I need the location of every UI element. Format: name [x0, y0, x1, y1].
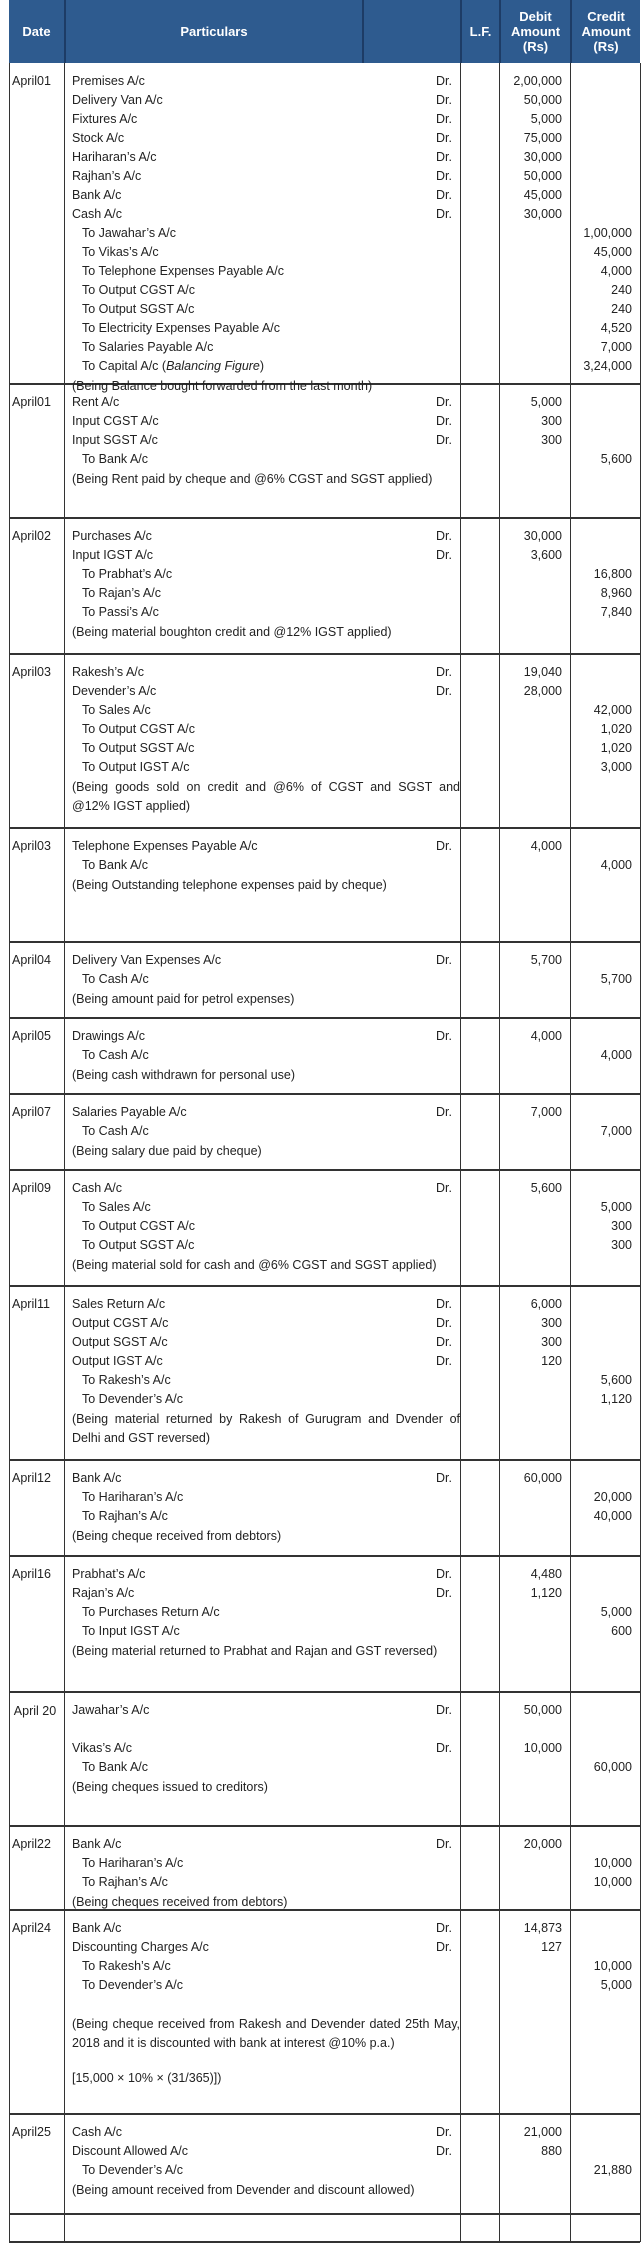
credit-account: To Vikas’s A/c: [82, 245, 159, 259]
debit-amount: 5,000: [530, 112, 562, 126]
credit-account: To Bank A/c: [82, 858, 149, 872]
entry-date: April05: [12, 1029, 51, 1043]
narration: (Being cheques received from debtors): [72, 1895, 288, 1909]
debit-account: Output IGST A/c: [72, 1354, 163, 1368]
credit-amount: 10,000: [593, 1856, 632, 1870]
credit-account: To Passi’s A/c: [82, 605, 159, 619]
narration: (Being Outstanding telephone expenses paid by cheque): [72, 878, 387, 892]
debit-account: Cash A/c: [72, 1181, 123, 1195]
debit-amount: 50,000: [523, 93, 562, 107]
credit-amount: 10,000: [593, 1875, 632, 1889]
debit-amount: 28,000: [523, 684, 562, 698]
dr-label: Dr.: [436, 1567, 452, 1581]
dr-label: Dr.: [436, 433, 452, 447]
header-debit: Debit Amount (Rs): [501, 0, 570, 63]
credit-amount: 7,000: [600, 340, 632, 354]
dr-label: Dr.: [436, 93, 452, 107]
debit-amount: 5,700: [530, 953, 562, 967]
dr-label: Dr.: [436, 414, 452, 428]
dr-label: Dr.: [436, 953, 452, 967]
debit-amount: 50,000: [523, 169, 562, 183]
credit-amount: 7,840: [600, 605, 632, 619]
entry-date: April01: [12, 395, 51, 409]
debit-amount: 45,000: [523, 188, 562, 202]
dr-label: Dr.: [436, 2144, 452, 2158]
debit-account: Rent A/c: [72, 395, 120, 409]
credit-amount: 1,020: [600, 741, 632, 755]
debit-amount: 4,480: [530, 1567, 562, 1581]
debit-account: Premises A/c: [72, 74, 145, 88]
credit-amount: 16,800: [593, 567, 632, 581]
debit-amount: 5,000: [530, 395, 562, 409]
debit-amount: 75,000: [523, 131, 562, 145]
debit-amount: 30,000: [523, 150, 562, 164]
entry-date: April11: [12, 1297, 50, 1311]
debit-account: Drawings A/c: [72, 1029, 145, 1043]
credit-amount: 240: [611, 302, 632, 316]
entry-date: April25: [12, 2125, 51, 2139]
dr-label: Dr.: [436, 1029, 452, 1043]
debit-account: Cash A/c: [72, 2125, 123, 2139]
dr-label: Dr.: [436, 74, 452, 88]
credit-account: To Hariharan’s A/c: [82, 1490, 184, 1504]
credit-account: To Electricity Expenses Payable A/c: [82, 321, 281, 335]
debit-account: Jawahar’s A/c: [72, 1703, 150, 1717]
debit-amount: 120: [541, 1354, 562, 1368]
credit-amount: 3,000: [600, 760, 632, 774]
credit-account: To Rajan’s A/c: [82, 586, 161, 600]
dr-label: Dr.: [436, 1703, 452, 1717]
dr-label: Dr.: [436, 188, 452, 202]
entry-date: April01: [12, 74, 51, 88]
debit-account: Output SGST A/c: [72, 1335, 168, 1349]
entry-date: April03: [12, 839, 51, 853]
debit-account: Rajan’s A/c: [72, 1586, 135, 1600]
narration: (Being cash withdrawn for personal use): [72, 1068, 296, 1082]
debit-amount: 19,040: [523, 665, 562, 679]
entry-date: April24: [12, 1921, 51, 1935]
dr-label: Dr.: [436, 1921, 452, 1935]
credit-amount: 21,880: [593, 2163, 632, 2177]
entry-date: April 20: [13, 1704, 57, 1718]
dr-label: Dr.: [436, 131, 452, 145]
credit-account: To Bank A/c: [82, 1760, 149, 1774]
credit-amount: 5,000: [600, 1200, 632, 1214]
narration: (Being cheque received from debtors): [72, 1529, 282, 1543]
debit-account: Bank A/c: [72, 1837, 122, 1851]
credit-amount: 1,00,000: [583, 226, 632, 240]
debit-amount: 50,000: [523, 1703, 562, 1717]
credit-account: To Rajhan’s A/c: [82, 1509, 168, 1523]
dr-label: Dr.: [436, 1940, 452, 1954]
credit-amount: 300: [611, 1238, 632, 1252]
credit-account: To Hariharan’s A/c: [82, 1856, 184, 1870]
debit-amount: 880: [541, 2144, 562, 2158]
credit-amount: 4,000: [600, 264, 632, 278]
balancing-note: Balancing Figure: [166, 359, 260, 373]
debit-account: Vikas’s A/c: [72, 1741, 132, 1755]
debit-amount: 300: [541, 414, 562, 428]
entry-date: April09: [12, 1181, 51, 1195]
credit-amount: 1,120: [600, 1392, 632, 1406]
dr-label: Dr.: [436, 839, 452, 853]
entry-date: April07: [12, 1105, 51, 1119]
credit-amount: 7,000: [600, 1124, 632, 1138]
entry-date: April22: [12, 1837, 51, 1851]
credit-account: To Devender’s A/c: [82, 1392, 183, 1406]
narration: (Being cheque received from Rakesh and Devender dated 25th May, 2018 and it is discounted with bank at interest @10% p.a.): [72, 2017, 460, 2050]
credit-amount: 8,960: [600, 586, 632, 600]
entry-date: April03: [12, 665, 51, 679]
narration: (Being material returned by Rakesh of Gurugram and Dvender of Delhi and GST reversed): [72, 1412, 460, 1445]
narration: (Being cheques issued to creditors): [72, 1780, 268, 1794]
debit-amount: 7,000: [530, 1105, 562, 1119]
calculation: [15,000 × 10% × (31/365)]): [72, 2071, 222, 2085]
debit-account: Discounting Charges A/c: [72, 1940, 209, 1954]
dr-label: Dr.: [436, 395, 452, 409]
dr-label: Dr.: [436, 112, 452, 126]
debit-account: Stock A/c: [72, 131, 125, 145]
narration: (Being Rent paid by cheque and @6% CGST and SGST applied): [72, 472, 433, 486]
narration: (Being amount paid for petrol expenses): [72, 992, 295, 1006]
header-credit: Credit Amount (Rs): [572, 0, 640, 63]
header-particulars: Particulars: [66, 0, 362, 63]
debit-account: Delivery Van A/c: [72, 93, 163, 107]
debit-account: Output CGST A/c: [72, 1316, 169, 1330]
debit-account: Discount Allowed A/c: [72, 2144, 189, 2158]
credit-account: To Rajhan’s A/c: [82, 1875, 168, 1889]
credit-amount: 600: [611, 1624, 632, 1638]
credit-account: To Output CGST A/c: [82, 722, 196, 736]
credit-account: To Cash A/c: [82, 1124, 149, 1138]
credit-account: To Output IGST A/c: [82, 760, 190, 774]
dr-label: Dr.: [436, 1354, 452, 1368]
dr-label: Dr.: [436, 1297, 452, 1311]
credit-account: To Output SGST A/c: [82, 1238, 195, 1252]
credit-account: To Devender’s A/c: [82, 1978, 183, 1992]
credit-amount: 3,24,000: [583, 359, 632, 373]
dr-label: Dr.: [436, 1105, 452, 1119]
debit-amount: 21,000: [523, 2125, 562, 2139]
credit-account: To Input IGST A/c: [82, 1624, 180, 1638]
entry-date: April02: [12, 529, 51, 543]
debit-account: Telephone Expenses Payable A/c: [72, 839, 258, 853]
debit-amount: 4,000: [530, 1029, 562, 1043]
credit-account: To Telephone Expenses Payable A/c: [82, 264, 284, 278]
credit-account: To Jawahar’s A/c: [82, 226, 177, 240]
debit-account: Bank A/c: [72, 1471, 122, 1485]
credit-account: To Output CGST A/c: [82, 283, 196, 297]
credit-account: To Salaries Payable A/c: [82, 340, 214, 354]
dr-label: Dr.: [436, 1741, 452, 1755]
dr-label: Dr.: [436, 529, 452, 543]
credit-account: To Output SGST A/c: [82, 741, 195, 755]
narration: (Being salary due paid by cheque): [72, 1144, 262, 1158]
credit-account: To Rakesh’s A/c: [82, 1373, 171, 1387]
credit-amount: 5,600: [600, 1373, 632, 1387]
dr-label: Dr.: [436, 1316, 452, 1330]
credit-account: To Sales A/c: [82, 1200, 151, 1214]
credit-account: To Capital A/c (Balancing Figure): [82, 359, 265, 373]
debit-account: Rakesh’s A/c: [72, 665, 145, 679]
dr-label: Dr.: [436, 1471, 452, 1485]
debit-account: Purchases A/c: [72, 529, 152, 543]
credit-account: To Cash A/c: [82, 972, 149, 986]
dr-label: Dr.: [436, 548, 452, 562]
debit-amount: 6,000: [530, 1297, 562, 1311]
credit-account: To Sales A/c: [82, 703, 151, 717]
narration: (Being material sold for cash and @6% CGST and SGST applied): [72, 1258, 437, 1272]
dr-label: Dr.: [436, 665, 452, 679]
debit-amount: 300: [541, 1316, 562, 1330]
debit-amount: 5,600: [530, 1181, 562, 1195]
debit-account: Input CGST A/c: [72, 414, 159, 428]
debit-account: Rajhan’s A/c: [72, 169, 142, 183]
dr-label: Dr.: [436, 684, 452, 698]
dr-label: Dr.: [436, 207, 452, 221]
credit-amount: 5,000: [600, 1605, 632, 1619]
debit-account: Input IGST A/c: [72, 548, 154, 562]
dr-label: Dr.: [436, 1586, 452, 1600]
debit-account: Input SGST A/c: [72, 433, 158, 447]
credit-amount: 5,700: [600, 972, 632, 986]
narration: (Being amount received from Devender and discount allowed): [72, 2183, 415, 2197]
debit-account: Fixtures A/c: [72, 112, 138, 126]
credit-amount: 4,000: [600, 858, 632, 872]
debit-amount: 14,873: [523, 1921, 562, 1935]
dr-label: Dr.: [436, 150, 452, 164]
entry-date: April04: [12, 953, 51, 967]
dr-label: Dr.: [436, 169, 452, 183]
debit-amount: 10,000: [523, 1741, 562, 1755]
header-lf: L.F.: [462, 0, 499, 63]
debit-account: Delivery Van Expenses A/c: [72, 953, 222, 967]
credit-amount: 60,000: [593, 1760, 632, 1774]
credit-account: To Cash A/c: [82, 1048, 149, 1062]
entry-date: April12: [12, 1471, 51, 1485]
debit-account: Devender’s A/c: [72, 684, 157, 698]
credit-account: To Purchases Return A/c: [82, 1605, 220, 1619]
debit-amount: 3,600: [530, 548, 562, 562]
credit-account: To Bank A/c: [82, 452, 149, 466]
debit-account: Sales Return A/c: [72, 1297, 166, 1311]
dr-label: Dr.: [436, 1181, 452, 1195]
dr-label: Dr.: [436, 2125, 452, 2139]
credit-account: To Rakesh’s A/c: [82, 1959, 171, 1973]
debit-amount: 300: [541, 1335, 562, 1349]
narration: (Being material boughton credit and @12% IGST applied): [72, 625, 392, 639]
credit-amount: 45,000: [593, 245, 632, 259]
credit-account: To Devender’s A/c: [82, 2163, 183, 2177]
dr-label: Dr.: [436, 1837, 452, 1851]
debit-amount: 2,00,000: [513, 74, 562, 88]
credit-amount: 300: [611, 1219, 632, 1233]
credit-amount: 40,000: [593, 1509, 632, 1523]
entry-date: April16: [12, 1567, 51, 1581]
debit-amount: 127: [541, 1940, 562, 1954]
debit-account: Bank A/c: [72, 188, 122, 202]
credit-amount: 5,600: [600, 452, 632, 466]
debit-account: Bank A/c: [72, 1921, 122, 1935]
dr-label: Dr.: [436, 1335, 452, 1349]
credit-amount: 42,000: [593, 703, 632, 717]
debit-account: Prabhat’s A/c: [72, 1567, 146, 1581]
debit-amount: 20,000: [523, 1837, 562, 1851]
debit-amount: 1,120: [530, 1586, 562, 1600]
debit-amount: 300: [541, 433, 562, 447]
debit-account: Hariharan’s A/c: [72, 150, 157, 164]
credit-amount: 4,520: [600, 321, 632, 335]
narration: (Being goods sold on credit and @6% of CGST and SGST and @12% IGST applied): [72, 780, 460, 813]
header-date: Date: [9, 0, 64, 63]
credit-account: To Output CGST A/c: [82, 1219, 196, 1233]
credit-amount: 240: [611, 283, 632, 297]
credit-amount: 10,000: [593, 1959, 632, 1973]
debit-amount: 4,000: [530, 839, 562, 853]
credit-amount: 1,020: [600, 722, 632, 736]
narration: (Being material returned to Prabhat and Rajan and GST reversed): [72, 1644, 438, 1658]
debit-amount: 30,000: [523, 529, 562, 543]
debit-amount: 60,000: [523, 1471, 562, 1485]
debit-amount: 30,000: [523, 207, 562, 221]
credit-account: To Prabhat’s A/c: [82, 567, 173, 581]
debit-account: Salaries Payable A/c: [72, 1105, 187, 1119]
narration: (Being Balance bought forwarded from the last month): [72, 379, 373, 393]
debit-account: Cash A/c: [72, 207, 123, 221]
credit-amount: 20,000: [593, 1490, 632, 1504]
credit-account: To Output SGST A/c: [82, 302, 195, 316]
credit-amount: 4,000: [600, 1048, 632, 1062]
credit-amount: 5,000: [600, 1978, 632, 1992]
